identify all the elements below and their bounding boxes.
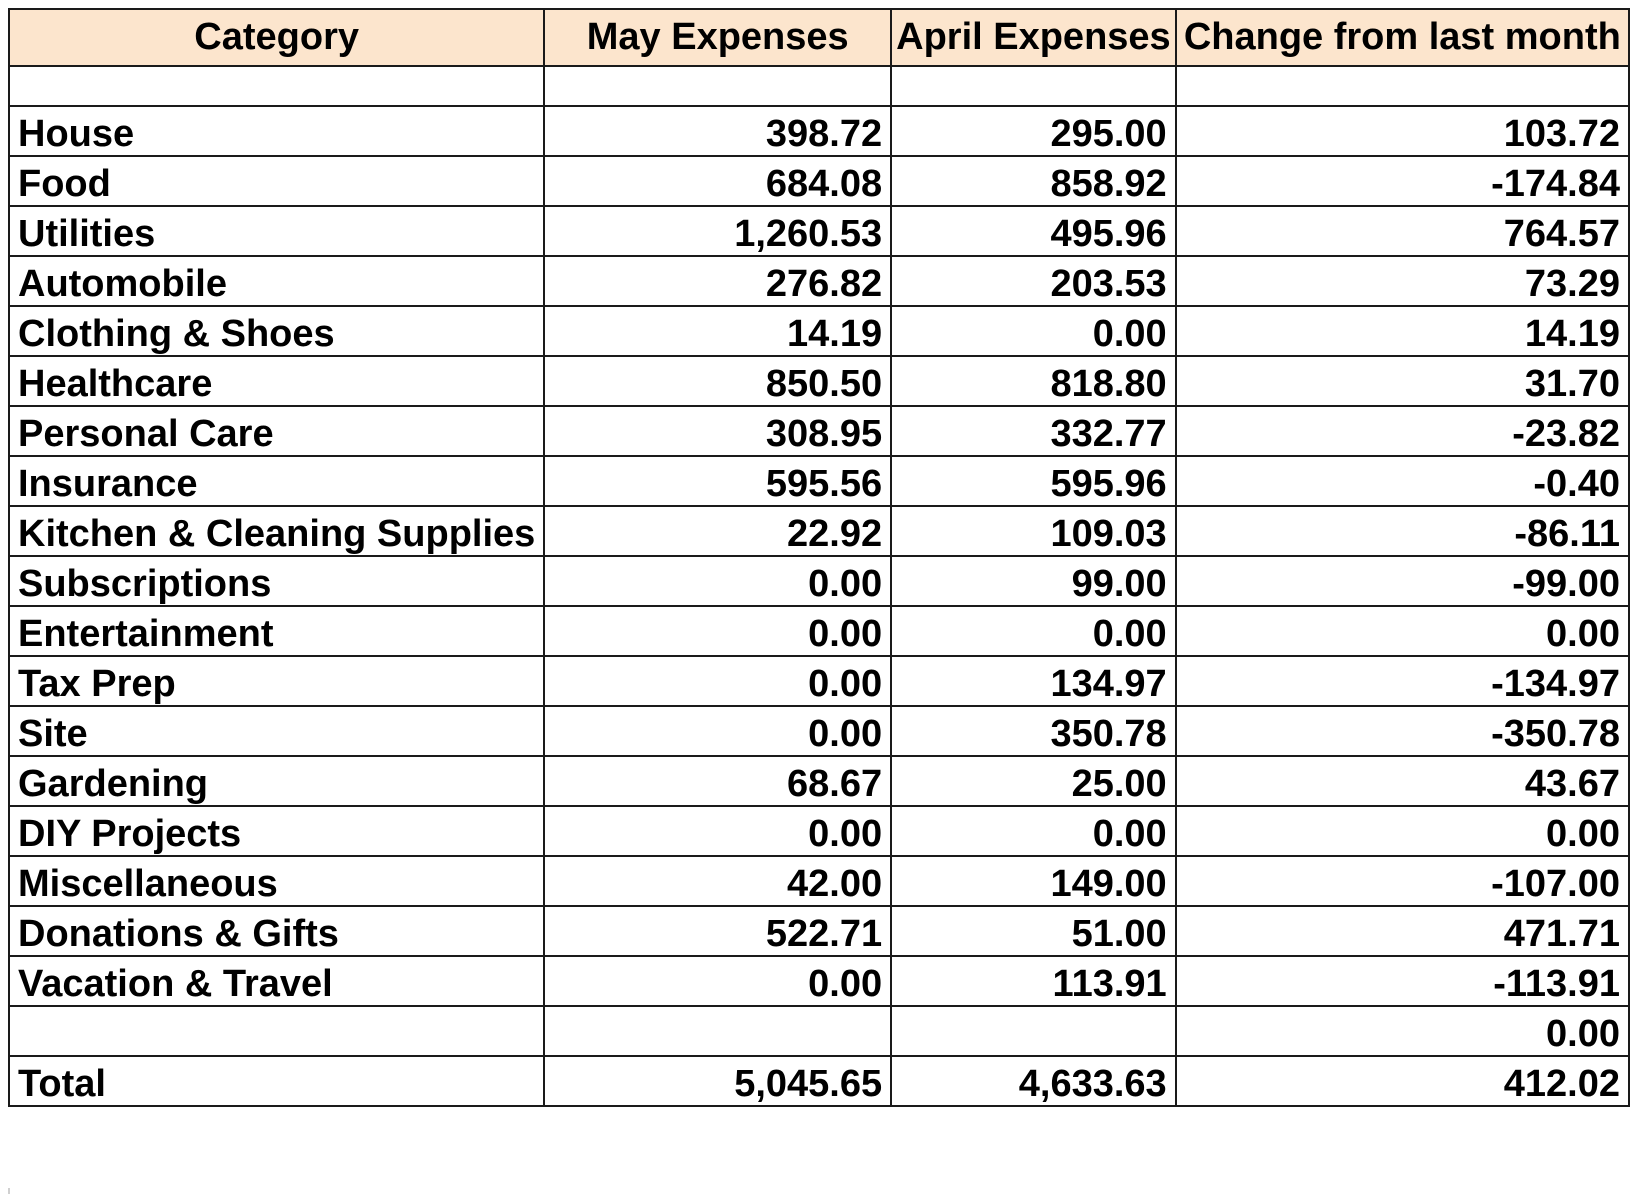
table-row bbox=[9, 656, 1629, 706]
may-cell[interactable]: 42.00 bbox=[544, 856, 891, 906]
category-cell[interactable]: House bbox=[9, 106, 544, 156]
category-cell[interactable]: Entertainment bbox=[9, 606, 544, 656]
expense-spreadsheet bbox=[8, 8, 1630, 1107]
may-cell[interactable]: 1,260.53 bbox=[544, 206, 891, 256]
change-cell[interactable]: -99.00 bbox=[1176, 556, 1629, 606]
may-cell[interactable]: 0.00 bbox=[544, 606, 891, 656]
april-cell[interactable]: 134.97 bbox=[891, 656, 1176, 706]
may-cell[interactable]: 398.72 bbox=[544, 106, 891, 156]
change-cell[interactable]: 764.57 bbox=[1176, 206, 1629, 256]
april-cell[interactable]: 858.92 bbox=[891, 156, 1176, 206]
blank-row bbox=[9, 66, 1629, 106]
next-row-edge bbox=[8, 1188, 1622, 1194]
cell[interactable] bbox=[9, 66, 544, 106]
may-cell[interactable]: 308.95 bbox=[544, 406, 891, 456]
change-cell[interactable]: 0.00 bbox=[1176, 806, 1629, 856]
may-cell[interactable]: 0.00 bbox=[544, 956, 891, 1006]
table-row bbox=[9, 606, 1629, 656]
header-category[interactable]: Category bbox=[9, 9, 544, 66]
category-cell[interactable]: Vacation & Travel bbox=[9, 956, 544, 1006]
change-cell[interactable]: -134.97 bbox=[1176, 656, 1629, 706]
may-cell[interactable]: 68.67 bbox=[544, 756, 891, 806]
total-may-cell[interactable]: 5,045.65 bbox=[544, 1056, 891, 1106]
may-cell[interactable]: 522.71 bbox=[544, 906, 891, 956]
change-cell[interactable]: 103.72 bbox=[1176, 106, 1629, 156]
table-row bbox=[9, 756, 1629, 806]
category-cell[interactable]: Insurance bbox=[9, 456, 544, 506]
may-cell[interactable] bbox=[544, 1006, 891, 1056]
april-cell[interactable]: 0.00 bbox=[891, 306, 1176, 356]
total-april-cell[interactable]: 4,633.63 bbox=[891, 1056, 1176, 1106]
may-cell[interactable]: 276.82 bbox=[544, 256, 891, 306]
table-row bbox=[9, 856, 1629, 906]
table-row bbox=[9, 156, 1629, 206]
april-cell[interactable]: 295.00 bbox=[891, 106, 1176, 156]
category-cell[interactable] bbox=[9, 1006, 544, 1056]
april-cell[interactable]: 203.53 bbox=[891, 256, 1176, 306]
cell[interactable] bbox=[1176, 66, 1629, 106]
change-cell[interactable]: 0.00 bbox=[1176, 1006, 1629, 1056]
april-cell[interactable]: 51.00 bbox=[891, 906, 1176, 956]
april-cell[interactable]: 332.77 bbox=[891, 406, 1176, 456]
table-row bbox=[9, 506, 1629, 556]
table-row bbox=[9, 306, 1629, 356]
april-cell[interactable]: 495.96 bbox=[891, 206, 1176, 256]
category-cell[interactable]: Personal Care bbox=[9, 406, 544, 456]
table-row bbox=[9, 956, 1629, 1006]
expense-table bbox=[8, 8, 1630, 1107]
change-cell[interactable]: 14.19 bbox=[1176, 306, 1629, 356]
may-cell[interactable]: 22.92 bbox=[544, 506, 891, 556]
table-row bbox=[9, 706, 1629, 756]
category-cell[interactable]: Gardening bbox=[9, 756, 544, 806]
table-row bbox=[9, 106, 1629, 156]
table-row bbox=[9, 356, 1629, 406]
cell[interactable] bbox=[891, 66, 1176, 106]
category-cell[interactable]: Kitchen & Cleaning Supplies bbox=[9, 506, 544, 556]
april-cell[interactable]: 113.91 bbox=[891, 956, 1176, 1006]
table-row bbox=[9, 256, 1629, 306]
category-cell[interactable]: Site bbox=[9, 706, 544, 756]
april-cell[interactable]: 0.00 bbox=[891, 806, 1176, 856]
category-cell[interactable]: Automobile bbox=[9, 256, 544, 306]
category-cell[interactable]: Food bbox=[9, 156, 544, 206]
category-cell[interactable]: Clothing & Shoes bbox=[9, 306, 544, 356]
header-row bbox=[9, 9, 1629, 66]
table-row bbox=[9, 206, 1629, 256]
change-cell[interactable]: -107.00 bbox=[1176, 856, 1629, 906]
april-cell[interactable]: 595.96 bbox=[891, 456, 1176, 506]
header-may-expenses[interactable]: May Expenses bbox=[544, 9, 891, 66]
table-row bbox=[9, 906, 1629, 956]
table-row bbox=[9, 556, 1629, 606]
total-change-cell[interactable]: 412.02 bbox=[1176, 1056, 1629, 1106]
april-cell[interactable]: 109.03 bbox=[891, 506, 1176, 556]
may-cell[interactable]: 595.56 bbox=[544, 456, 891, 506]
category-cell[interactable]: Utilities bbox=[9, 206, 544, 256]
change-cell[interactable]: 73.29 bbox=[1176, 256, 1629, 306]
april-cell[interactable] bbox=[891, 1006, 1176, 1056]
change-cell[interactable]: -0.40 bbox=[1176, 456, 1629, 506]
change-cell[interactable]: 43.67 bbox=[1176, 756, 1629, 806]
april-cell[interactable]: 818.80 bbox=[891, 356, 1176, 406]
change-cell[interactable]: 0.00 bbox=[1176, 606, 1629, 656]
may-cell[interactable]: 850.50 bbox=[544, 356, 891, 406]
may-cell[interactable]: 0.00 bbox=[544, 806, 891, 856]
table-row bbox=[9, 406, 1629, 456]
category-cell[interactable]: Healthcare bbox=[9, 356, 544, 406]
may-cell[interactable]: 0.00 bbox=[544, 656, 891, 706]
table-row bbox=[9, 456, 1629, 506]
may-cell[interactable]: 0.00 bbox=[544, 556, 891, 606]
total-row bbox=[9, 1056, 1629, 1106]
april-cell[interactable]: 25.00 bbox=[891, 756, 1176, 806]
change-cell[interactable]: -23.82 bbox=[1176, 406, 1629, 456]
table-row bbox=[9, 806, 1629, 856]
cell[interactable] bbox=[544, 66, 891, 106]
april-cell[interactable]: 99.00 bbox=[891, 556, 1176, 606]
april-cell[interactable]: 350.78 bbox=[891, 706, 1176, 756]
change-cell[interactable]: -174.84 bbox=[1176, 156, 1629, 206]
change-cell[interactable]: 31.70 bbox=[1176, 356, 1629, 406]
may-cell[interactable]: 0.00 bbox=[544, 706, 891, 756]
may-cell[interactable]: 14.19 bbox=[544, 306, 891, 356]
change-cell[interactable]: -86.11 bbox=[1176, 506, 1629, 556]
category-cell[interactable]: Miscellaneous bbox=[9, 856, 544, 906]
april-cell[interactable]: 0.00 bbox=[891, 606, 1176, 656]
change-cell[interactable]: 471.71 bbox=[1176, 906, 1629, 956]
table-row bbox=[9, 1006, 1629, 1056]
category-cell[interactable]: Tax Prep bbox=[9, 656, 544, 706]
category-cell[interactable]: Donations & Gifts bbox=[9, 906, 544, 956]
change-cell[interactable]: -350.78 bbox=[1176, 706, 1629, 756]
header-change[interactable]: Change from last month bbox=[1176, 9, 1629, 66]
may-cell[interactable]: 684.08 bbox=[544, 156, 891, 206]
header-april-expenses[interactable]: April Expenses bbox=[891, 9, 1176, 66]
april-cell[interactable]: 149.00 bbox=[891, 856, 1176, 906]
category-cell[interactable]: Subscriptions bbox=[9, 556, 544, 606]
total-label-cell[interactable]: Total bbox=[9, 1056, 544, 1106]
category-cell[interactable]: DIY Projects bbox=[9, 806, 544, 856]
change-cell[interactable]: -113.91 bbox=[1176, 956, 1629, 1006]
